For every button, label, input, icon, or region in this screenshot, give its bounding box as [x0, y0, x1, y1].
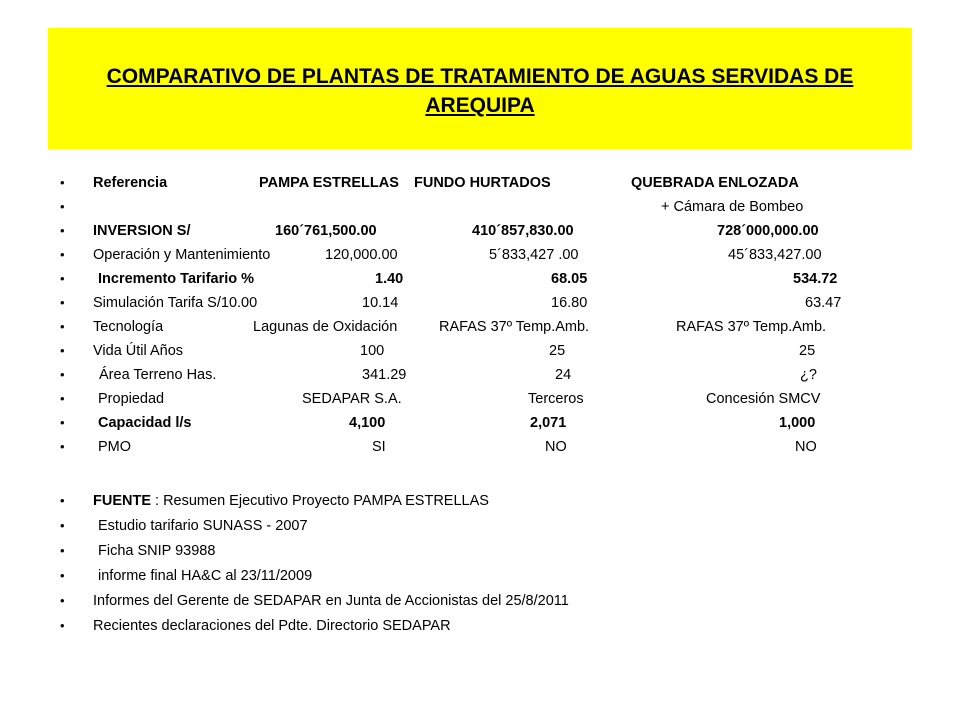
column-header: FUNDO HURTADOS — [414, 175, 551, 191]
cell-value: 16.80 — [551, 295, 588, 311]
source-item — [0, 590, 960, 612]
table-row — [0, 436, 960, 458]
bullet-icon: • — [60, 367, 65, 382]
cell-value: 2,071 — [530, 415, 567, 431]
cell-value: 68.05 — [551, 271, 588, 287]
source-item — [0, 515, 960, 537]
bullet-icon: • — [60, 343, 65, 358]
row-label: Área Terreno Has. — [99, 367, 217, 383]
cell-value: RAFAS 37º Temp.Amb. — [676, 319, 827, 335]
bullet-icon: • — [60, 295, 65, 310]
cell-value: SEDAPAR S.A. — [302, 391, 402, 407]
bullet-icon: • — [60, 175, 65, 190]
source-item — [0, 615, 960, 637]
source-text: Ficha SNIP 93988 — [98, 543, 216, 559]
source-text: informe final HA&C al 23/11/2009 — [98, 568, 313, 584]
cell-value: 160´761,500.00 — [275, 223, 377, 239]
cell-value: 25 — [549, 343, 566, 359]
bullet-icon: • — [60, 199, 65, 214]
cell-value: Lagunas de Oxidación — [253, 319, 398, 335]
cell-value: 100 — [360, 343, 385, 359]
table-row — [0, 316, 960, 338]
table-row — [0, 388, 960, 410]
bullet-icon: • — [60, 543, 65, 558]
source-item — [0, 540, 960, 562]
bullet-icon: • — [60, 568, 65, 583]
table-row — [0, 196, 960, 218]
cell-value: RAFAS 37º Temp.Amb. — [439, 319, 590, 335]
source-text: Recientes declaraciones del Pdte. Directorio SEDAPAR — [93, 618, 451, 634]
slide-title: COMPARATIVO DE PLANTAS DE TRATAMIENTO DE AGUAS SERVIDAS DE AREQUIPA — [106, 64, 854, 117]
cell-value: 728´000,000.00 — [717, 223, 819, 239]
row-label: Propiedad — [98, 391, 165, 407]
cell-value: 25 — [799, 343, 816, 359]
source-text: Estudio tarifario SUNASS - 2007 — [98, 518, 308, 534]
row-label: PMO — [98, 439, 132, 455]
cell-value: NO — [795, 439, 817, 455]
source-prefix: FUENTE — [93, 493, 151, 509]
table-row — [0, 364, 960, 386]
bullet-icon: • — [60, 319, 65, 334]
source-item — [0, 490, 960, 512]
bullet-icon: • — [60, 593, 65, 608]
bullet-icon: • — [60, 415, 65, 430]
cell-value: 45´833,427.00 — [728, 247, 822, 263]
table-row — [0, 268, 960, 290]
source-item — [0, 565, 960, 587]
bullet-icon: • — [60, 391, 65, 406]
cell-value: 5´833,427 .00 — [489, 247, 579, 263]
source-text: Informes del Gerente de SEDAPAR en Junta de Accionistas del 25/8/2011 — [93, 593, 569, 609]
source-text: : Resumen Ejecutivo Proyecto PAMPA ESTRELLAS — [151, 493, 489, 509]
bullet-icon: • — [60, 493, 65, 508]
table-row — [0, 172, 960, 194]
row-label: Incremento Tarifario % — [98, 271, 255, 287]
column-header: PAMPA ESTRELLAS — [259, 175, 399, 191]
cell-value: SI — [372, 439, 386, 455]
cell-value: 120,000.00 — [325, 247, 398, 263]
cell-value: 10.14 — [362, 295, 399, 311]
table-row — [0, 412, 960, 434]
row-label: Tecnología — [93, 319, 164, 335]
cell-value: Concesión SMCV — [706, 391, 821, 407]
cell-value: NO — [545, 439, 567, 455]
cell-value: + Cámara de Bombeo — [661, 199, 804, 215]
bullet-icon: • — [60, 247, 65, 262]
table-row — [0, 340, 960, 362]
cell-value: 1.40 — [375, 271, 404, 287]
cell-value: ¿? — [800, 367, 817, 383]
cell-value: Terceros — [528, 391, 584, 407]
cell-value: 1,000 — [779, 415, 816, 431]
table-row — [0, 220, 960, 242]
bullet-icon: • — [60, 439, 65, 454]
cell-value: 24 — [555, 367, 572, 383]
row-label: Vida Útil Años — [93, 343, 184, 359]
cell-value: 341.29 — [362, 367, 407, 383]
cell-value: 4,100 — [349, 415, 386, 431]
cell-value: 63.47 — [805, 295, 842, 311]
row-label: Operación y Mantenimiento — [93, 247, 271, 263]
bullet-icon: • — [60, 518, 65, 533]
row-label: Capacidad l/s — [98, 415, 192, 431]
table-row — [0, 244, 960, 266]
bullet-icon: • — [60, 223, 65, 238]
source-line — [93, 490, 489, 512]
bullet-icon: • — [60, 618, 65, 633]
row-label: Simulación Tarifa S/10.00 — [93, 295, 258, 311]
bullet-icon: • — [60, 271, 65, 286]
cell-value: 534.72 — [793, 271, 838, 287]
row-label: Referencia — [93, 175, 168, 191]
row-label: INVERSION S/ — [93, 223, 191, 239]
cell-value: 410´857,830.00 — [472, 223, 574, 239]
column-header: QUEBRADA ENLOZADA — [631, 175, 799, 191]
table-row — [0, 292, 960, 314]
